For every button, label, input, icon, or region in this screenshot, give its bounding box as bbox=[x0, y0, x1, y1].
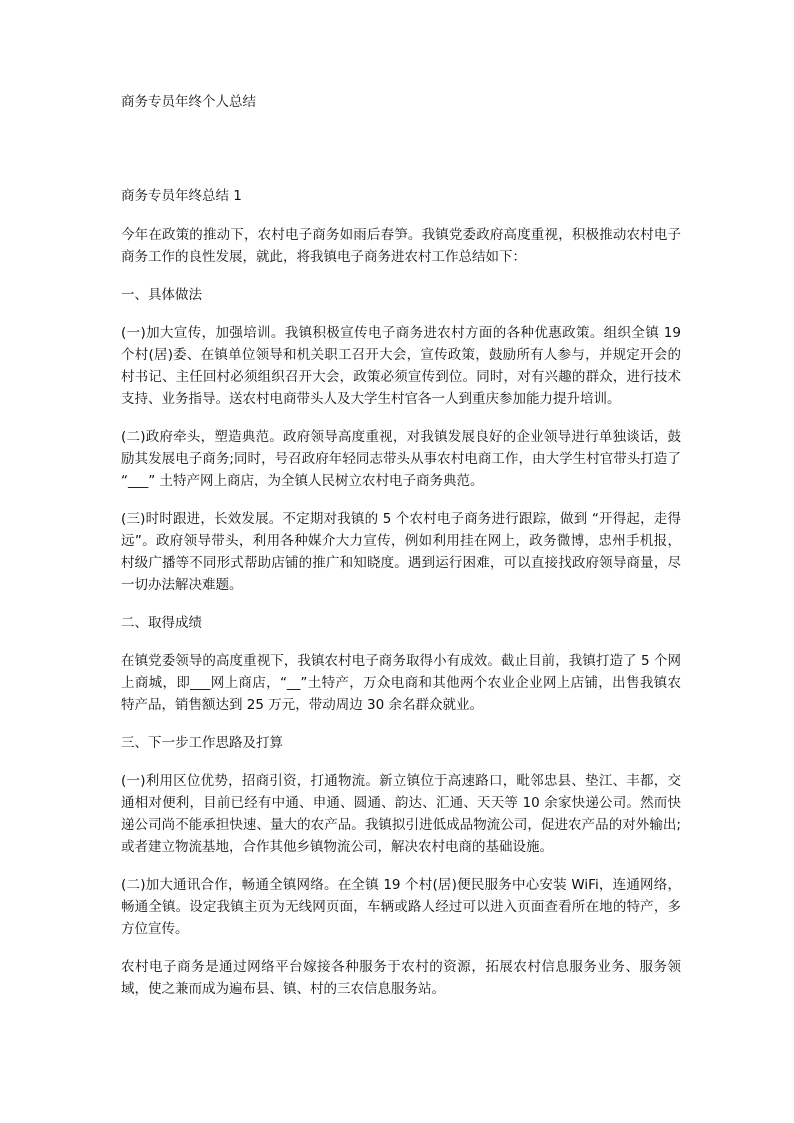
section-title: 商务专员年终总结 1 bbox=[121, 188, 242, 204]
document-title: 商务专员年终个人总结 bbox=[121, 94, 256, 110]
paragraph-government-lead: (二)政府牵头，塑造典范。政府领导高度重视，对我镇发展良好的企业领导进行单独谈话，鼓励其发展电子商务;同时，号召政府年轻同志带头从事农村电商工作，由大学生村官带头打造了 “___” 土特产网上商店，为全镇人民树立农村电子商务典范。 bbox=[121, 429, 681, 489]
paragraph-network: (二)加大通讯合作，畅通全镇网络。在全镇 19 个村(居)便民服务中心安装 WiFi，连通网络，畅通全镇。设定我镇主页为无线网页面，车辆或路人经过可以进入页面查看所在地的特产，多方位宣传。 bbox=[121, 877, 681, 937]
intro-paragraph: 今年在政策的推动下，农村电子商务如雨后春笋。我镇党委政府高度重视，积极推动农村电子商务工作的良性发展，就此，将我镇电子商务进农村工作总结如下： bbox=[121, 227, 681, 265]
paragraph-logistics: (一)利用区位优势，招商引资，打通物流。新立镇位于高速路口，毗邻忠县、垫江、丰都，交通相对便利，目前已经有中通、申通、圆通、韵达、汇通、天天等 10 余家快递公司。然而快递公司尚不能承担快速、量大的农产品。我镇拟引进低成品物流公司，促进农产品的对外输出;或者建立物流基地，合作其他乡镇物流公司，解决农村电商的基础设施。 bbox=[121, 773, 681, 855]
heading-achievements: 二、取得成绩 bbox=[121, 615, 202, 631]
heading-specific-practices: 一、具体做法 bbox=[121, 287, 202, 303]
paragraph-follow-up: (三)时时跟进，长效发展。不定期对我镇的 5 个农村电子商务进行跟踪，做到 “开得起，走得远”。政府领导带头，利用各种媒介大力宣传，例如利用挂在网上，政务微博，忠州手机报，村级广播等不同形式帮助店铺的推广和知晓度。遇到运行困难，可以直接找政府领导商量，尽一切办法解决难题。 bbox=[121, 511, 681, 593]
heading-next-steps: 三、下一步工作思路及打算 bbox=[121, 735, 283, 751]
paragraph-publicity-training: (一)加大宣传，加强培训。我镇积极宣传电子商务进农村方面的各种优惠政策。组织全镇 19 个村(居)委、在镇单位领导和机关职工召开大会，宣传政策，鼓励所有人参与，并规定开会的村书记、主任回村必须组织召开大会，政策必须宣传到位。同时，对有兴趣的群众，进行技术支持、业务指导。送农村电商带头人及大学生村官各一人到重庆参加能力提升培训。 bbox=[121, 325, 681, 407]
paragraph-achievements: 在镇党委领导的高度重视下，我镇农村电子商务取得小有成效。截止目前，我镇打造了 5 个网上商城，即___网上商店，“__”土特产，万众电商和其他两个农业企业网上店铺，出售我镇农特产品，销售额达到 25 万元，带动周边 30 余名群众就业。 bbox=[121, 653, 681, 713]
document-page bbox=[121, 90, 681, 1000]
paragraph-conclusion: 农村电子商务是通过网络平台嫁接各种服务于农村的资源，拓展农村信息服务业务、服务领域，使之兼而成为遍布县、镇、村的三农信息服务站。 bbox=[121, 959, 681, 997]
